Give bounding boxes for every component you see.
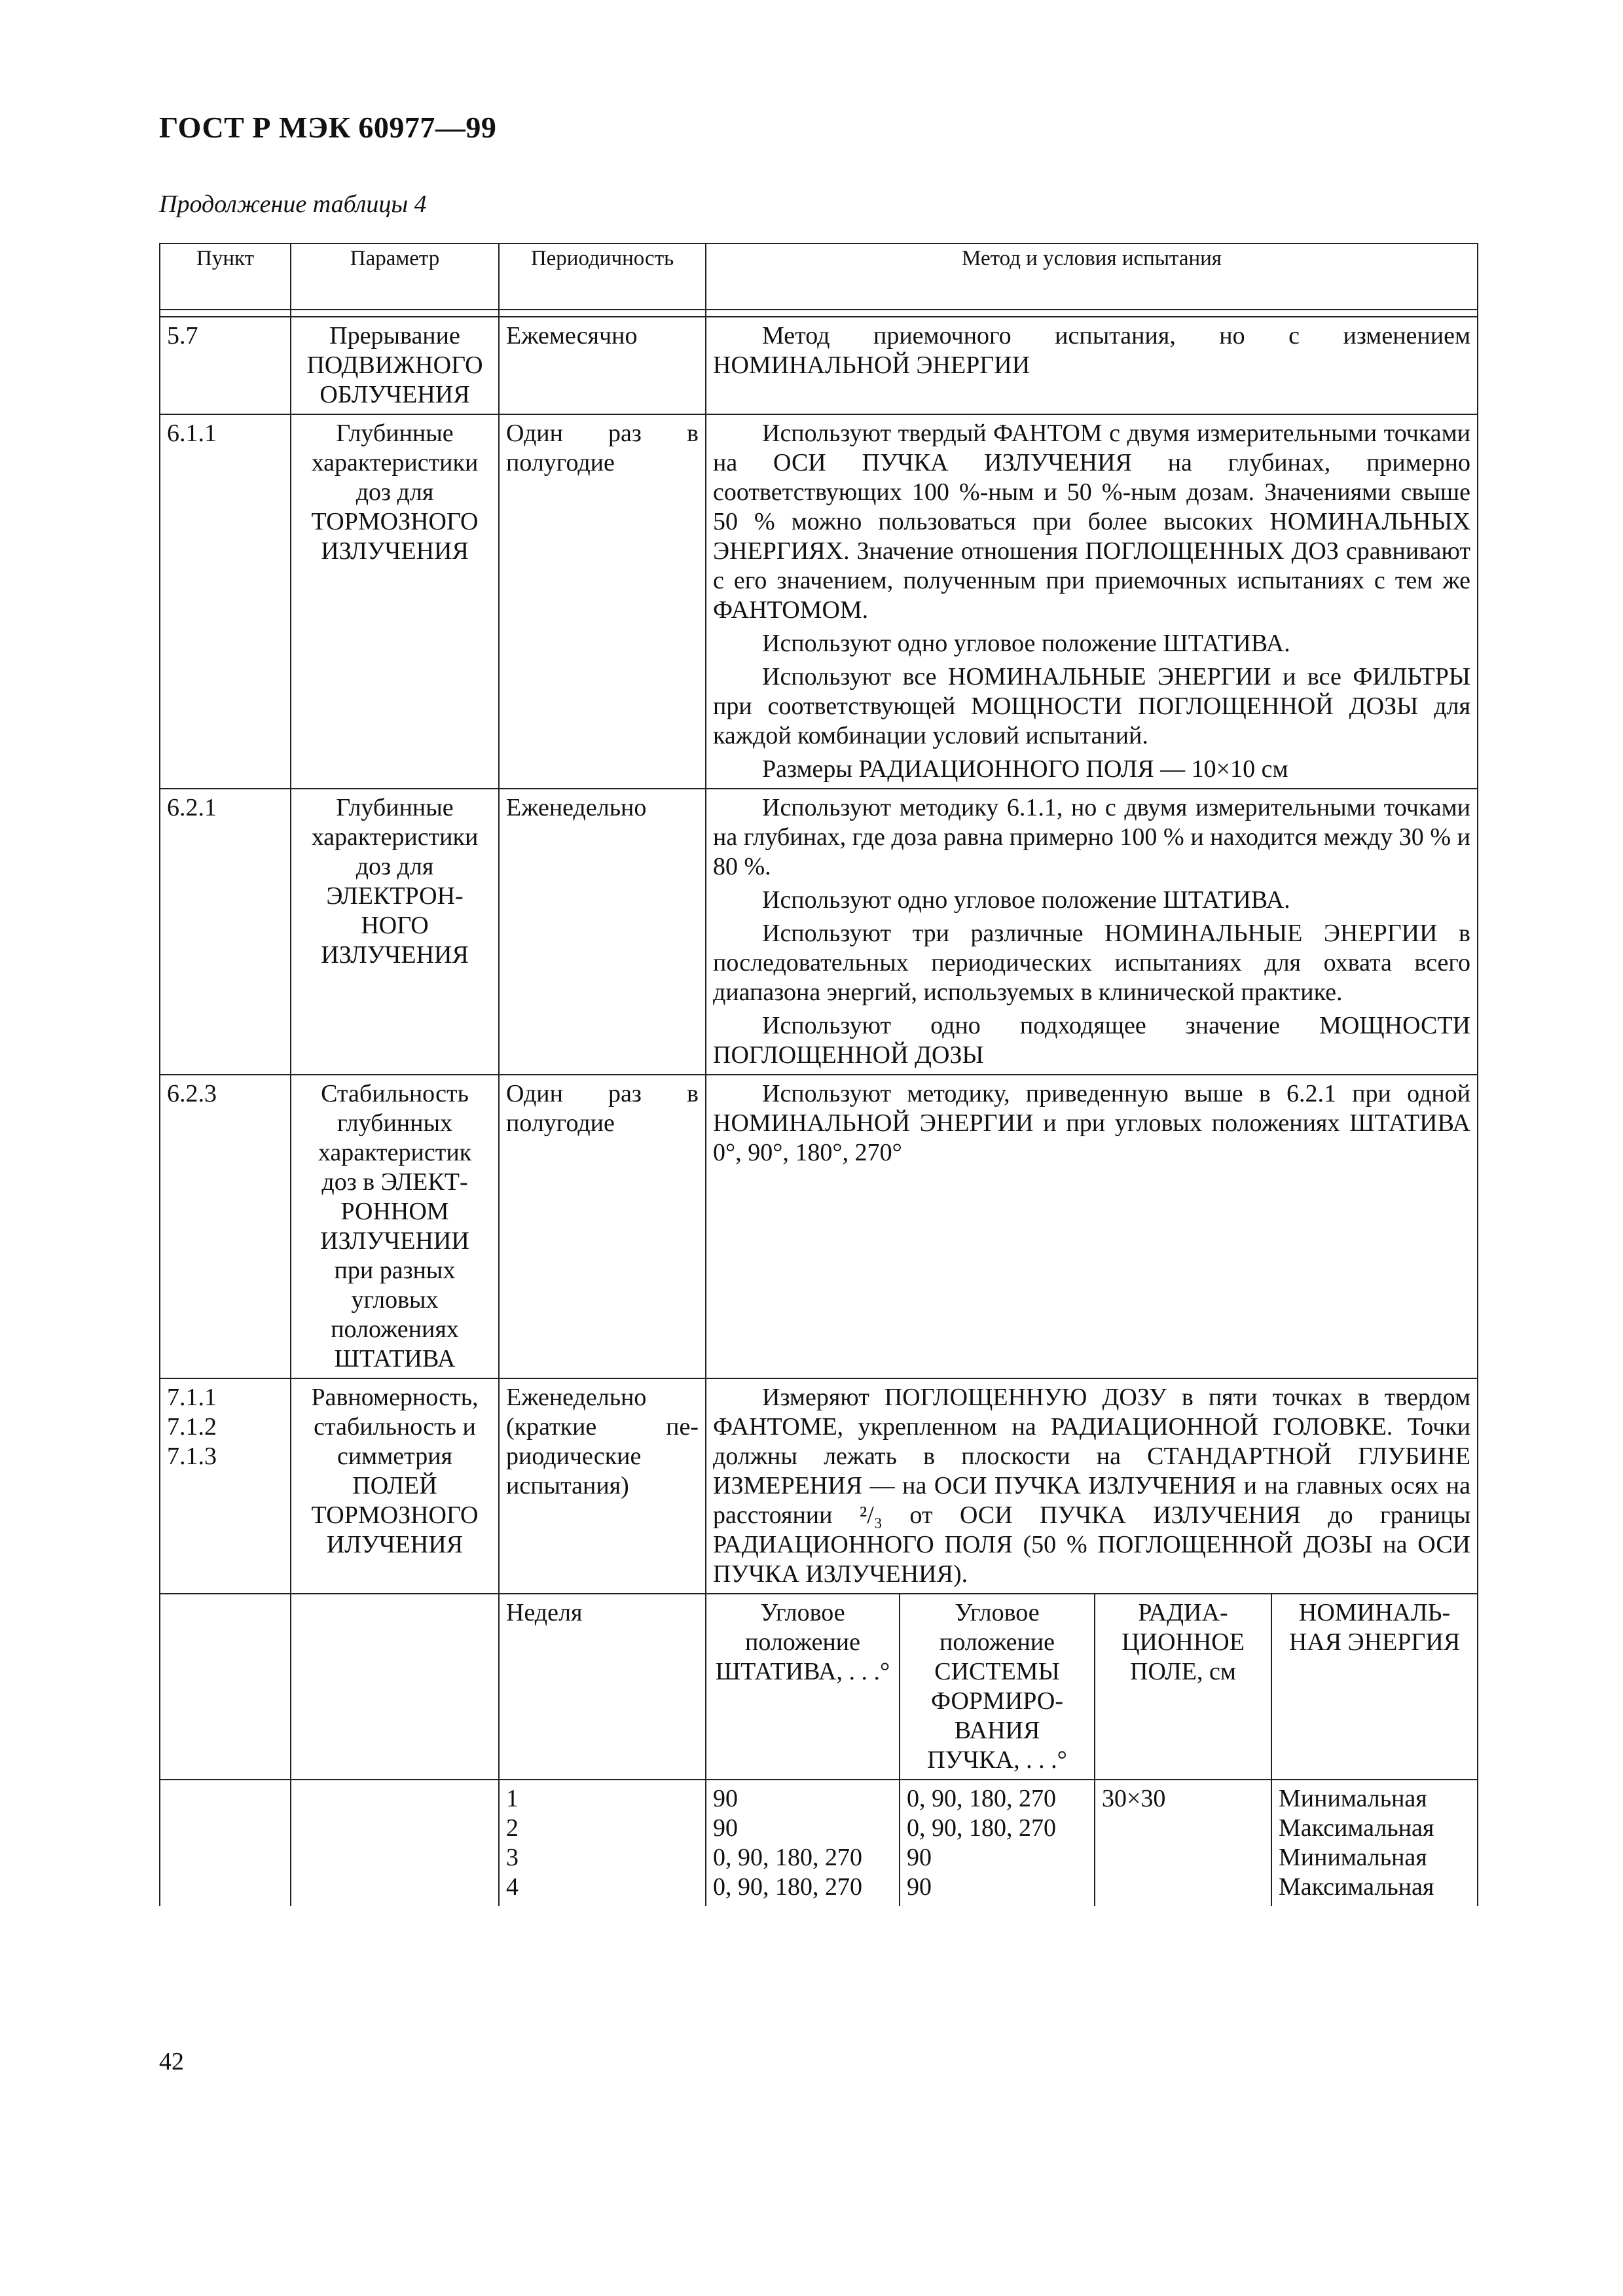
beam-cell — [900, 1780, 1095, 1906]
energy-value: Минимальная — [1279, 1785, 1427, 1812]
method-paragraph: Используют одно угловое положение ШТАТИВА. — [762, 630, 1290, 657]
subheader-energy: НОМИНАЛЬНАЯ ЭНЕРГИЯ — [1271, 1594, 1478, 1780]
row-num: 6.1.1 — [160, 414, 291, 789]
method-paragraph: Размеры РАДИАЦИОННОГО ПОЛЯ — 10×10 см — [762, 755, 1288, 783]
table-row — [160, 1378, 1478, 1594]
method-paragraph: Используют три различные НОМИНАЛЬНЫЕ ЭНЕРГИИ в последовательных периодических испытаниях для охвата всего диапазона энергий, используемых в клинической практике. — [713, 920, 1470, 1006]
field-value: 30×30 — [1095, 1780, 1271, 1906]
energy-value: Максимальная — [1279, 1873, 1434, 1901]
row-period: Еженедельно (краткие периодические испытания) — [499, 1378, 706, 1594]
subheader-field: РАДИАЦИОННОЕ ПОЛЕ, см — [1095, 1594, 1271, 1780]
week-value: 1 — [506, 1785, 519, 1812]
row-period: Один раз в полугодие — [499, 1075, 706, 1378]
row-num: 6.2.1 — [160, 789, 291, 1075]
gantry-value: 0, 90, 180, 270 — [713, 1873, 862, 1901]
row-param: Глубинные характеристики доз для ЭЛЕКТРОННОГО ИЗЛУЧЕНИЯ — [291, 789, 499, 1075]
header-num: Пункт — [160, 243, 291, 310]
week-value: 3 — [506, 1844, 519, 1871]
page-number: 42 — [159, 2048, 184, 2075]
table-row — [160, 1075, 1478, 1378]
row-period: Еженедельно — [499, 789, 706, 1075]
energy-value: Минимальная — [1279, 1844, 1427, 1871]
row-method — [706, 789, 1478, 1075]
header-period: Периодичность — [499, 243, 706, 310]
subtable-header-row — [160, 1594, 1478, 1780]
table-row — [160, 414, 1478, 789]
subtable-data-row — [160, 1780, 1478, 1906]
table-row — [160, 317, 1478, 414]
gantry-value: 0, 90, 180, 270 — [713, 1844, 862, 1871]
gantry-value: 90 — [713, 1785, 738, 1812]
week-value: 4 — [506, 1873, 519, 1901]
header-param: Параметр — [291, 243, 499, 310]
row-param: Прерывание ПОДВИЖНОГО ОБЛУЧЕНИЯ — [291, 317, 499, 414]
beam-value: 90 — [907, 1873, 932, 1901]
header-method: Метод и условия испытания — [706, 243, 1478, 310]
method-paragraph: Метод приемочного испытания, но с изменением НОМИНАЛЬНОЙ ЭНЕРГИИ — [713, 322, 1470, 379]
gantry-value: 90 — [713, 1814, 738, 1842]
gantry-cell — [706, 1780, 900, 1906]
document-header: ГОСТ Р МЭК 60977—99 — [159, 111, 497, 144]
row-num-line: 7.1.2 — [167, 1413, 217, 1441]
row-num-line: 7.1.1 — [167, 1384, 217, 1411]
energy-cell — [1271, 1780, 1478, 1906]
method-paragraph: Используют методику 6.1.1, но с двумя измерительными точками на глубинах, где доза равна примерно 100 % и находится между 30 % и 80 %. — [713, 794, 1470, 880]
row-num-line: 7.1.3 — [167, 1443, 217, 1470]
method-paragraph: Используют методику, приведенную выше в 6.2.1 при одной НОМИНАЛЬНОЙ ЭНЕРГИИ и при угловых положениях ШТАТИВА 0°, 90°, 180°, 270° — [713, 1080, 1470, 1166]
row-period: Один раз в полугодие — [499, 414, 706, 789]
method-paragraph: Измеряют ПОГЛОЩЕННУЮ ДОЗУ в пяти точках в твердом ФАНТОМЕ, укрепленном на РАДИАЦИОННОЙ ГОЛОВКЕ. Точки должны лежать в плоскости на СТАНДАРТНОЙ ГЛУБИНЕ ИЗМЕРЕНИЯ — на ОСИ ПУЧКА ИЗЛУЧЕНИЯ и на главных осях на расстоянии ²/₃ от ОСИ ПУЧКА ИЗЛУЧЕНИЯ до границы РАДИАЦИОННОГО ПОЛЯ (50 % ПОГЛОЩЕННОЙ ДОЗЫ на ОСИ ПУЧКА ИЗЛУЧЕНИЯ). — [713, 1384, 1470, 1588]
table-row — [160, 789, 1478, 1075]
row-method — [706, 317, 1478, 414]
row-method — [706, 1378, 1478, 1594]
subheader-beam: Угловое положение СИСТЕМЫ ФОРМИРОВАНИЯ ПУЧКА, . . .° — [900, 1594, 1095, 1780]
row-method — [706, 414, 1478, 789]
beam-value: 0, 90, 180, 270 — [907, 1814, 1056, 1842]
method-paragraph: Используют одно угловое положение ШТАТИВА. — [762, 886, 1290, 914]
method-paragraph: Используют все НОМИНАЛЬНЫЕ ЭНЕРГИИ и все ФИЛЬТРЫ при соответствующей МОЩНОСТИ ПОГЛОЩЕННОЙ ДОЗЫ для каждой комбинации условий испытаний. — [713, 663, 1470, 749]
table-header-row — [160, 243, 1478, 310]
row-param: Равномерность, стабильность и симметрия ПОЛЕЙ ТОРМОЗНОГО ИЛУЧЕНИЯ — [291, 1378, 499, 1594]
week-value: 2 — [506, 1814, 519, 1842]
row-method — [706, 1075, 1478, 1378]
beam-value: 90 — [907, 1844, 932, 1871]
row-num — [160, 1378, 291, 1594]
method-paragraph: Используют твердый ФАНТОМ с двумя измерительными точками на ОСИ ПУЧКА ИЗЛУЧЕНИЯ на глубинах, примерно соответствующих 100 %-ным и 50 %-ным дозам. Значениями свыше 50 % можно пользоваться при более высоких НОМИНАЛЬНЫХ ЭНЕРГИЯХ. Значение отношения ПОГЛОЩЕННЫХ ДОЗ сравнивают с его значением, полученным при приемочных испытаниях с тем же ФАНТОМОМ. — [713, 420, 1470, 624]
row-period: Ежемесячно — [499, 317, 706, 414]
weeks-cell — [499, 1780, 706, 1906]
test-methods-table — [159, 243, 1478, 1906]
energy-value: Максимальная — [1279, 1814, 1434, 1842]
beam-value: 0, 90, 180, 270 — [907, 1785, 1056, 1812]
subheader-week: Неделя — [499, 1594, 706, 1780]
table-caption: Продолжение таблицы 4 — [159, 190, 427, 218]
method-paragraph: Используют одно подходящее значение МОЩНОСТИ ПОГЛОЩЕННОЙ ДОЗЫ — [713, 1012, 1470, 1069]
row-param: Глубинные характеристики доз для ТОРМОЗНОГО ИЗЛУЧЕНИЯ — [291, 414, 499, 789]
row-num: 6.2.3 — [160, 1075, 291, 1378]
row-param: Стабильность глубинных характеристик доз в ЭЛЕКТРОННОМ ИЗЛУЧЕНИИ при разных угловых положениях ШТАТИВА — [291, 1075, 499, 1378]
row-num: 5.7 — [160, 317, 291, 414]
subheader-gantry: Угловое положение ШТАТИВА, . . .° — [706, 1594, 900, 1780]
